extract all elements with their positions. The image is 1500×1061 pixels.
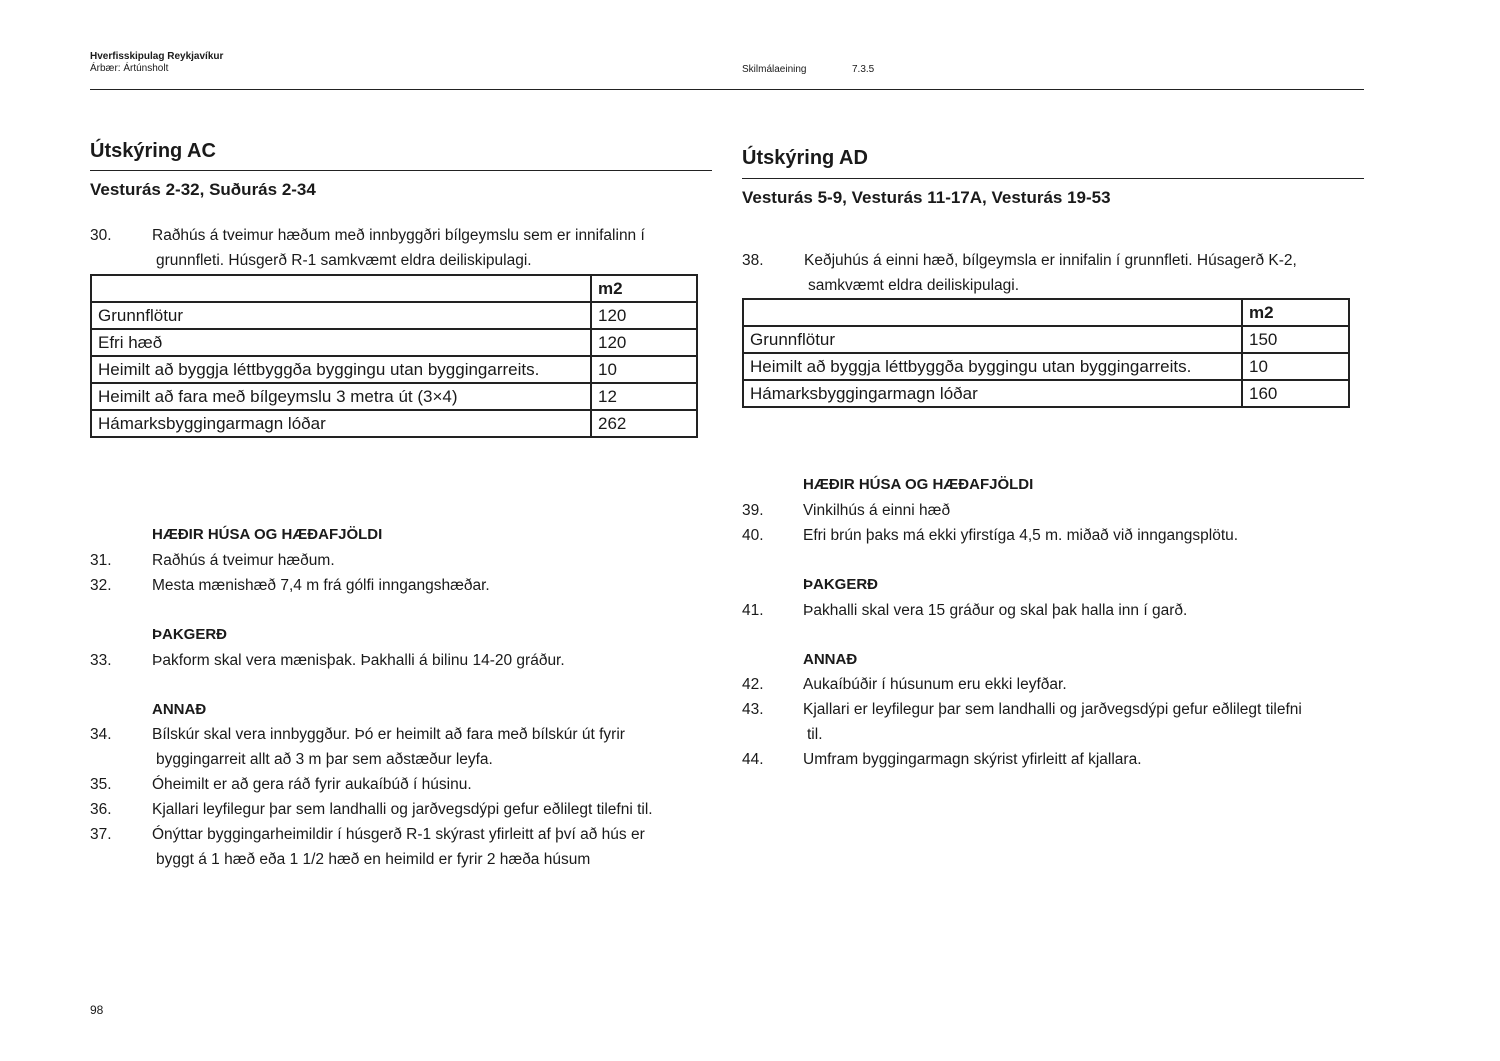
item-number: 38. (742, 252, 764, 269)
list-item (90, 722, 710, 772)
item-number: 41. (742, 602, 764, 619)
right-other-heading: ANNAÐ (803, 651, 858, 668)
table-cell-value: 150 (1242, 326, 1349, 353)
list-item (90, 822, 710, 872)
table-cell-value: 12 (591, 383, 697, 410)
table-row (91, 410, 697, 437)
header-divider (90, 89, 1364, 90)
item-text: Aukaíbúðir í húsunum eru ekki leyfðar. (803, 676, 1067, 693)
list-item (90, 772, 710, 797)
list-item (742, 248, 1362, 298)
table-cell-label: Hámarksbyggingarmagn lóðar (91, 410, 591, 437)
item-number: 40. (742, 527, 764, 544)
document-subtitle: Árbær: Ártúnsholt (90, 63, 169, 74)
table-cell-label: Heimilt að fara með bílgeymslu 3 metra út (3×4) (91, 383, 591, 410)
item-text: Umfram byggingarmagn skýrist yfirleitt af kjallara. (803, 751, 1142, 768)
list-item (742, 747, 1362, 772)
table-row (91, 329, 697, 356)
document-title: Hverfisskipulag Reykjavíkur (90, 51, 224, 62)
right-subtitle: Vesturás 5-9, Vesturás 11-17A, Vesturás 19-53 (742, 188, 1111, 207)
item-text: Raðhús á tveimur hæðum. (152, 552, 335, 569)
item-text: Raðhús á tveimur hæðum með innbyggðri bílgeymslu sem er innifalinn í (152, 227, 645, 244)
right-title-underline (742, 178, 1364, 179)
item-number: 31. (90, 552, 112, 569)
item-text: Vinkilhús á einni hæð (803, 502, 951, 519)
item-text: Ónýttar byggingarheimildir í húsgerð R-1 skýrast yfirleitt af því að hús er (152, 826, 645, 843)
item-number: 43. (742, 701, 764, 718)
item-text: Þakform skal vera mænisþak. Þakhalli á bilinu 14-20 gráður. (152, 652, 565, 669)
table-cell-label: Efri hæð (91, 329, 591, 356)
item-text-continued: grunnfleti. Húsgerð R-1 samkvæmt eldra deiliskipulagi. (156, 252, 532, 269)
item-text: Mesta mænishæð 7,4 m frá gólfi inngangshæðar. (152, 577, 490, 594)
item-text: Óheimilt er að gera ráð fyrir aukaíbúð í húsinu. (152, 776, 472, 793)
table-row (743, 326, 1349, 353)
item-number: 34. (90, 726, 112, 743)
item-text-continued: byggt á 1 hæð eða 1 1/2 hæð en heimild er fyrir 2 hæða húsum (156, 851, 591, 868)
table-row (743, 380, 1349, 407)
left-roof-heading: ÞAKGERÐ (152, 626, 228, 643)
left-title: Útskýring AC (90, 140, 216, 162)
table-cell-value: 10 (1242, 353, 1349, 380)
table-cell-label: Grunnflötur (743, 326, 1242, 353)
list-item (90, 648, 710, 673)
table-row (91, 383, 697, 410)
item-number: 37. (90, 826, 112, 843)
left-other-heading: ANNAÐ (152, 701, 207, 718)
item-number: 32. (90, 577, 112, 594)
left-title-underline (90, 170, 712, 171)
page-number: 98 (90, 1003, 104, 1017)
list-item (742, 598, 1362, 623)
item-text-continued: til. (807, 726, 823, 743)
table-header-row (743, 299, 1349, 326)
item-text: Efri brún þaks má ekki yfirstíga 4,5 m. miðað við inngangsplötu. (803, 527, 1239, 544)
list-item (742, 498, 1362, 523)
list-item (742, 523, 1362, 548)
item-number: 36. (90, 801, 112, 818)
table-cell-label: Heimilt að byggja léttbyggða byggingu utan byggingarreits. (743, 353, 1242, 380)
table-header-label (743, 299, 1242, 326)
item-text: Bílskúr skal vera innbyggður. Þó er heimilt að fara með bílskúr út fyrir (152, 726, 625, 743)
left-area-table (90, 274, 698, 438)
item-number: 33. (90, 652, 112, 669)
table-cell-value: 10 (591, 356, 697, 383)
section-label: Skilmálaeining (742, 64, 807, 75)
section-number: 7.3.5 (852, 64, 875, 75)
item-text: Kjallari leyfilegur þar sem landhalli og jarðvegsdýpi gefur eðlilegt tilefni til. (152, 801, 653, 818)
list-item (90, 797, 710, 822)
right-heights-heading: HÆÐIR HÚSA OG HÆÐAFJÖLDI (803, 476, 1034, 493)
list-item (742, 697, 1362, 747)
list-item (90, 573, 710, 598)
list-item (90, 548, 710, 573)
right-roof-heading: ÞAKGERÐ (803, 576, 879, 593)
left-subtitle: Vesturás 2-32, Suðurás 2-34 (90, 180, 316, 199)
list-item (90, 223, 710, 273)
right-title: Útskýring AD (742, 147, 868, 169)
item-number: 39. (742, 502, 764, 519)
item-text-continued: samkvæmt eldra deiliskipulagi. (808, 277, 1020, 294)
table-cell-value: 262 (591, 410, 697, 437)
table-header-cell: m2 (1242, 299, 1349, 326)
table-header-cell: m2 (591, 275, 697, 302)
item-number: 30. (90, 227, 112, 244)
right-area-table (742, 298, 1350, 408)
table-cell-label: Heimilt að byggja léttbyggða byggingu utan byggingarreits. (91, 356, 591, 383)
table-row (91, 356, 697, 383)
table-cell-value: 120 (591, 302, 697, 329)
table-cell-label: Grunnflötur (91, 302, 591, 329)
item-text: Keðjuhús á einni hæð, bílgeymsla er innifalin í grunnfleti. Húsagerð K-2, (804, 252, 1297, 269)
item-number: 35. (90, 776, 112, 793)
item-text: Kjallari er leyfilegur þar sem landhalli og jarðvegsdýpi gefur eðlilegt tilefni (803, 701, 1302, 718)
table-cell-value: 120 (591, 329, 697, 356)
left-heights-heading: HÆÐIR HÚSA OG HÆÐAFJÖLDI (152, 526, 383, 543)
item-text-continued: byggingarreit allt að 3 m þar sem aðstæður leyfa. (156, 751, 493, 768)
table-header-label (91, 275, 591, 302)
table-row (91, 302, 697, 329)
list-item (742, 672, 1362, 697)
table-header-row (91, 275, 697, 302)
item-number: 42. (742, 676, 764, 693)
table-cell-value: 160 (1242, 380, 1349, 407)
item-number: 44. (742, 751, 764, 768)
item-text: Þakhalli skal vera 15 gráður og skal þak halla inn í garð. (803, 602, 1188, 619)
table-row (743, 353, 1349, 380)
table-cell-label: Hámarksbyggingarmagn lóðar (743, 380, 1242, 407)
